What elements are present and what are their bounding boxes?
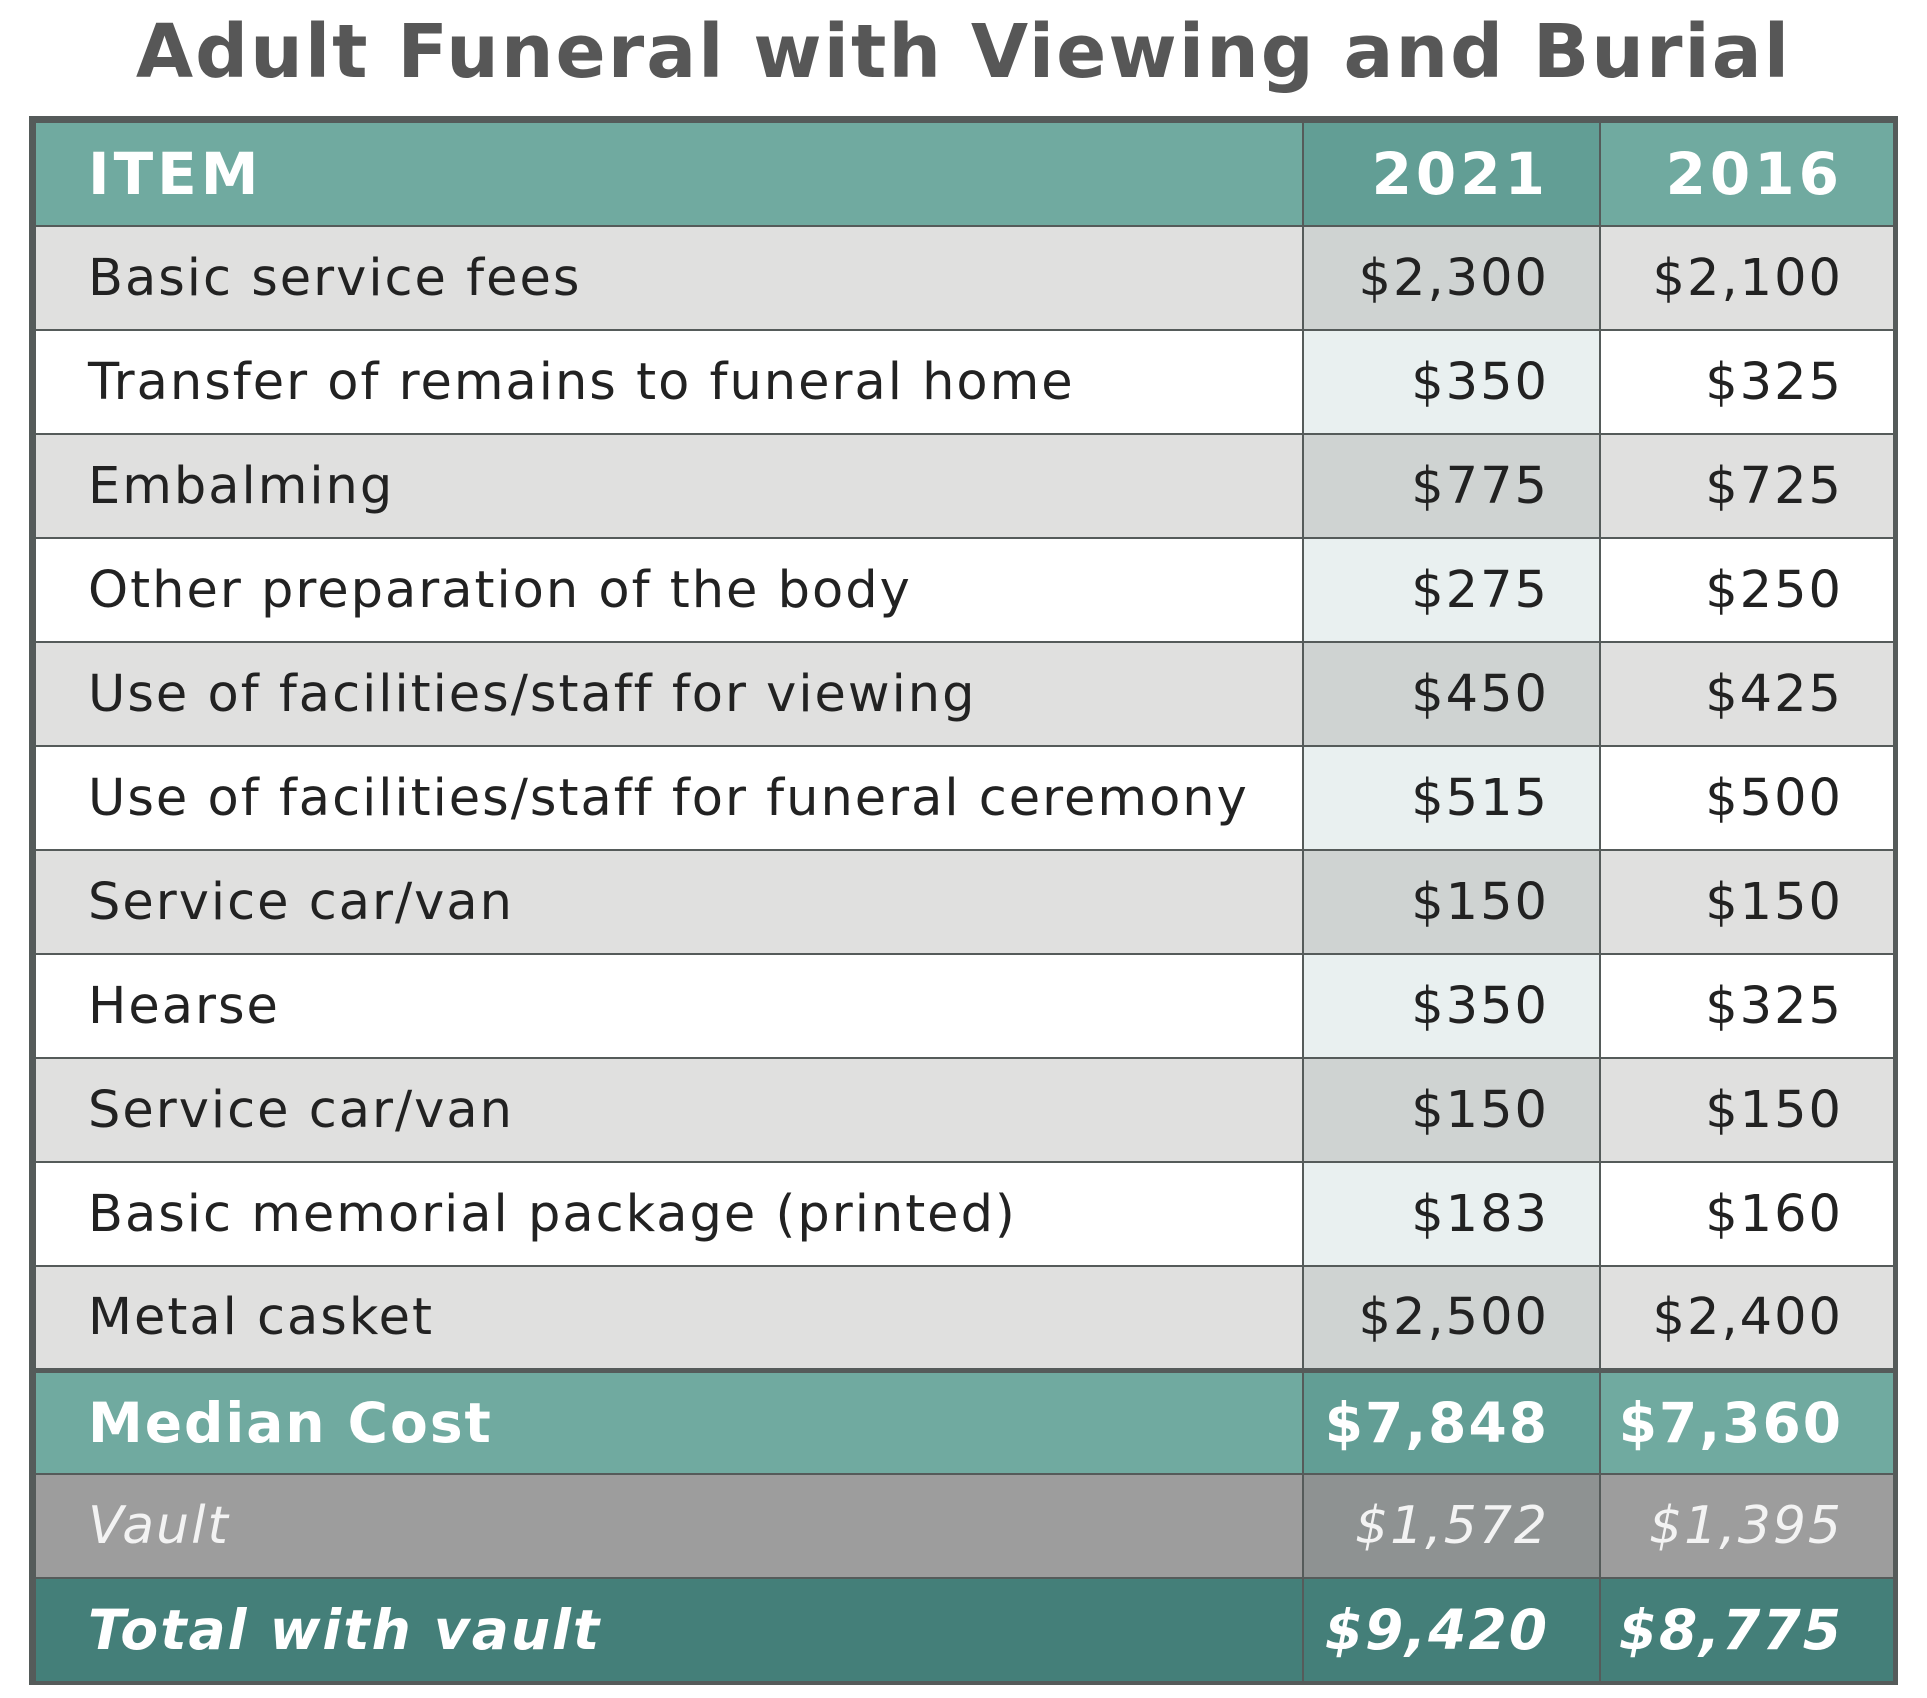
table-row [35,434,1894,538]
column-header-2016: 2016 [1600,122,1894,226]
cost-2021: $450 [1303,642,1600,746]
item-label: Metal casket [35,1266,1303,1370]
cost-2021: $775 [1303,434,1600,538]
table-row [35,538,1894,642]
cost-2021: $2,500 [1303,1266,1600,1370]
median-cost-row [35,1370,1894,1474]
vault-row [35,1474,1894,1578]
table-row [35,330,1894,434]
item-label: Transfer of remains to funeral home [35,330,1303,434]
chart-title: Adult Funeral with Viewing and Burial [135,9,1792,95]
cost-2016: $250 [1600,538,1894,642]
item-label: Other preparation of the body [35,538,1303,642]
item-label: Use of facilities/staff for funeral ceremony [35,746,1303,850]
cost-2016: $2,100 [1600,226,1894,330]
cost-table-frame [29,116,1898,1685]
total-with-vault-2016: $8,775 [1600,1578,1894,1682]
table-row [35,850,1894,954]
cost-2016: $325 [1600,330,1894,434]
cost-table [34,121,1895,1683]
cost-2021: $275 [1303,538,1600,642]
cost-2021: $350 [1303,954,1600,1058]
vault-2021: $1,572 [1303,1474,1600,1578]
cost-2021: $515 [1303,746,1600,850]
cost-2021: $350 [1303,330,1600,434]
cost-2016: $160 [1600,1162,1894,1266]
cost-2016: $725 [1600,434,1894,538]
cost-2016: $150 [1600,850,1894,954]
column-header-2021: 2021 [1303,122,1600,226]
item-label: Service car/van [35,1058,1303,1162]
cost-2016: $150 [1600,1058,1894,1162]
table-row [35,746,1894,850]
total-with-vault-row [35,1578,1894,1682]
table-row [35,954,1894,1058]
cost-2021: $183 [1303,1162,1600,1266]
table-row [35,1162,1894,1266]
table-row [35,1266,1894,1370]
cost-2021: $2,300 [1303,226,1600,330]
cost-2021: $150 [1303,850,1600,954]
table-body [35,226,1894,1370]
cost-2016: $325 [1600,954,1894,1058]
cost-2021: $150 [1303,1058,1600,1162]
table-row [35,226,1894,330]
item-label: Basic service fees [35,226,1303,330]
cost-2016: $500 [1600,746,1894,850]
vault-2016: $1,395 [1600,1474,1894,1578]
vault-label: Vault [35,1474,1303,1578]
median-cost-label: Median Cost [35,1370,1303,1474]
cost-2016: $425 [1600,642,1894,746]
table-row [35,1058,1894,1162]
total-with-vault-2021: $9,420 [1303,1578,1600,1682]
table-row [35,642,1894,746]
median-cost-2016: $7,360 [1600,1370,1894,1474]
item-label: Basic memorial package (printed) [35,1162,1303,1266]
column-header-item: ITEM [35,122,1303,226]
item-label: Hearse [35,954,1303,1058]
total-with-vault-label: Total with vault [35,1578,1303,1682]
item-label: Service car/van [35,850,1303,954]
cost-2016: $2,400 [1600,1266,1894,1370]
item-label: Use of facilities/staff for viewing [35,642,1303,746]
median-cost-2021: $7,848 [1303,1370,1600,1474]
item-label: Embalming [35,434,1303,538]
header-row [35,122,1894,226]
